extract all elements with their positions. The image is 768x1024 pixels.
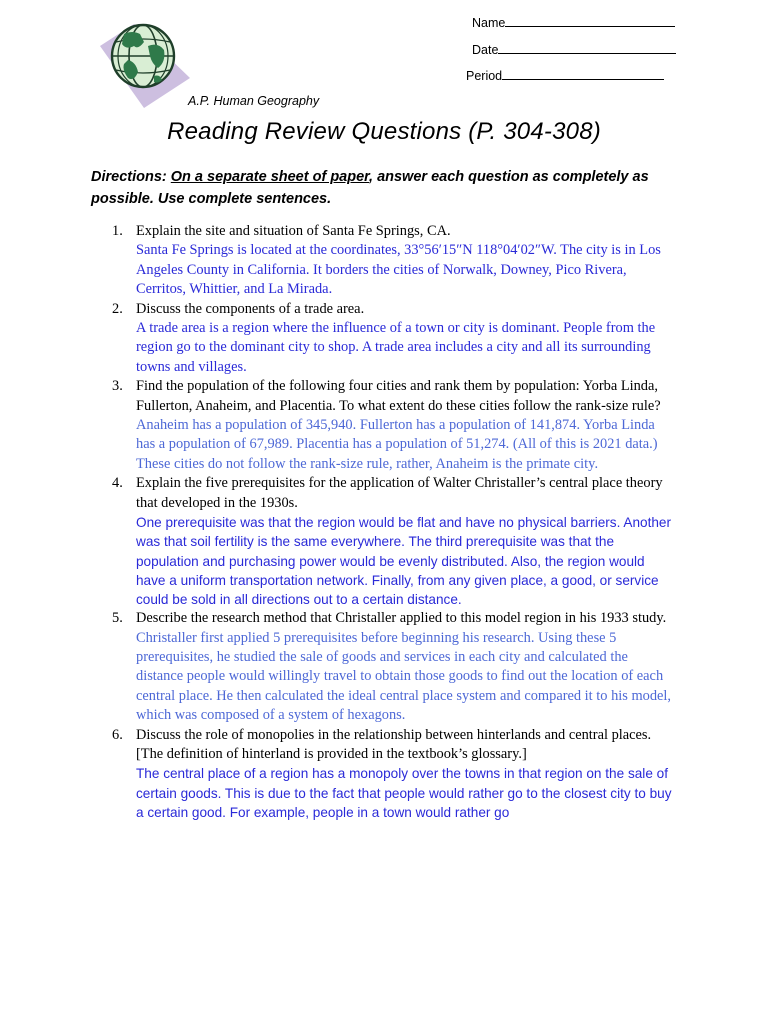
directions — [91, 166, 691, 210]
date-field[interactable] — [472, 41, 676, 57]
name-field[interactable] — [472, 14, 675, 30]
date-label: Date — [472, 43, 499, 57]
answer-text: Anaheim has a population of 345,940. Fullerton has a population of 141,874. Yorba Linda has a population of 67,989. Placentia has a population of 51,274. (All of this is 2021 data.) These cities do not follow the rank-size rule, rather, Anaheim is the primate city. — [136, 417, 658, 472]
date-blank[interactable] — [498, 41, 676, 54]
question-list — [112, 222, 672, 822]
answer-text: A trade area is a region where the influence of a town or city is dominant. People from the region go to the dominant city to shop. A trade area includes a city and all its surrounding towns and villages. — [136, 320, 656, 375]
period-label: Period — [466, 69, 503, 83]
question-text: Explain the five prerequisites for the application of Walter Christaller’s central place theory that developed in the 1930s. — [136, 475, 663, 511]
question-number: 5. — [112, 610, 123, 627]
question-number: 2. — [112, 300, 123, 317]
period-field[interactable] — [466, 67, 664, 83]
page-title: Reading Review Questions (P. 304-308) — [167, 118, 601, 145]
directions-lead: Directions: — [91, 169, 171, 185]
question-number: 3. — [112, 378, 123, 395]
question-number: 4. — [112, 475, 123, 492]
question-text: Describe the research method that Christaller applied to this model region in his 1933 study. — [136, 610, 667, 627]
question-text: Discuss the components of a trade area. — [136, 300, 365, 317]
answer-text: The central place of a region has a monopoly over the towns in that region on the sale of certain goods. This is due to the fact that people would rather go to the closest city to buy a certain good. For example, people in a town would rather go — [136, 766, 672, 820]
course-name: A.P. Human Geography — [188, 94, 320, 108]
question-item-1 — [112, 222, 672, 300]
directions-underlined: On a separate sheet of paper — [170, 169, 370, 185]
globe-icon — [94, 16, 192, 108]
question-item-2 — [112, 300, 672, 378]
question-text: Explain the site and situation of Santa Fe Springs, CA. — [136, 223, 451, 239]
name-label: Name — [472, 16, 506, 30]
question-text: Find the population of the following four cities and rank them by population: Yorba Linda, Fullerton, Anaheim, and Placentia. To what extent do these cities follow the rank-size rule? — [136, 378, 661, 414]
answer-text: Santa Fe Springs is located at the coordinates, 33°56′15″N 118°04′02″W. The city is in Los Angeles County in California. It borders the cities of Norwalk, Downey, Pico Rivera, Cerritos, Whittier, and La Mirada. — [136, 242, 661, 298]
directions-rest: , answer each question as completely as possible. Use complete sentences. — [91, 169, 649, 207]
question-item-3 — [112, 377, 672, 474]
question-text: Discuss the role of monopolies in the relationship between hinterlands and central places. [The definition of hinterland is provided in the textbook’s glossary.] — [136, 726, 652, 762]
question-item-4 — [112, 474, 672, 609]
name-blank[interactable] — [505, 14, 675, 27]
answer-text: One prerequisite was that the region would be flat and have no physical barriers. Another was that soil fertility is the same everywhere. The third prerequisite was that the population and purchasing power would be evenly distributed. Also, the region would have a uniform transportation network. Finally, from any given place, a good, or service could be sold in all directions out to a certain distance. — [136, 515, 672, 607]
question-item-6 — [112, 726, 672, 822]
period-blank[interactable] — [502, 67, 664, 80]
answer-text: Christaller first applied 5 prerequisites before beginning his research. Using these 5 prerequisites, he studied the sale of goods and services in each city and calculated the distance people would willingly travel to obtain those goods to find out the location of each central place. He then calculated the ideal central place system and compared it to his model, which was composed of a system of hexagons. — [136, 629, 672, 724]
question-number: 1. — [112, 223, 123, 239]
question-number: 6. — [112, 726, 123, 743]
question-item-5 — [112, 609, 672, 725]
